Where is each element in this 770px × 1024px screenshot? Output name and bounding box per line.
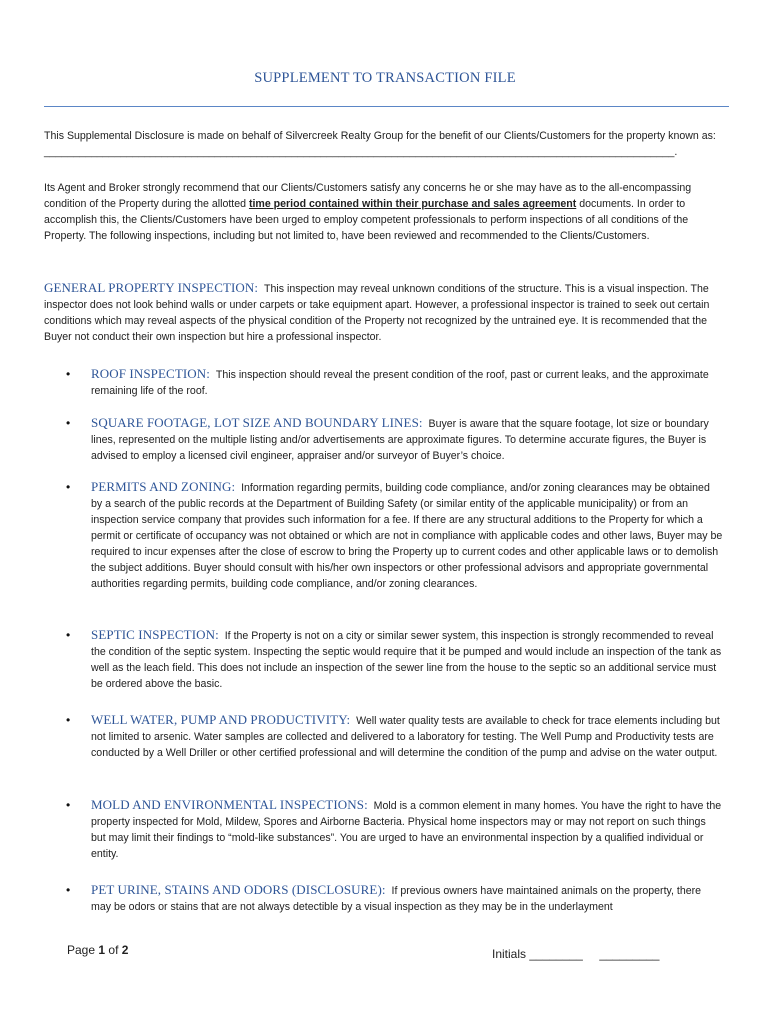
general-inspection-heading: GENERAL PROPERTY INSPECTION: — [44, 280, 259, 295]
bullet-icon: • — [66, 367, 71, 381]
section-body — [91, 712, 723, 761]
bullet-icon: • — [66, 628, 71, 642]
recommendation-text-after: documents. In order to accomplish this, the Clients/Customers have been urged to employ competent professionals to perform inspections of all conditions of the Property. The following inspections, including but not limited to, have been reviewed and recommended to the Clients/Customers. — [44, 198, 689, 242]
initials-line: Initials ________ _________ — [492, 947, 660, 961]
section-heading: ROOF INSPECTION: — [91, 366, 210, 381]
page-number — [67, 943, 128, 957]
section-text: If the Property is not on a city or similar sewer system, this inspection is strongly recommended to reveal the condition of the septic system. Inspecting the septic would require that it be pumped and would include an inspection of the tank as well as the leach field. This does not include an inspection of the sewer line from the house to the septic so an additional service must be ordered above the basic. — [91, 630, 722, 690]
bullet-icon: • — [66, 480, 71, 494]
section-heading: SEPTIC INSPECTION: — [91, 627, 219, 642]
current-page: 1 — [98, 943, 106, 957]
section-heading: PET URINE, STAINS AND ODORS (DISCLOSURE): — [91, 882, 386, 897]
section-heading: MOLD AND ENVIRONMENTAL INSPECTIONS: — [91, 797, 368, 812]
intro-text: This Supplemental Disclosure is made on behalf of Silvercreek Realty Group for the benefit of our Clients/Customers for the property known as: — [44, 130, 716, 142]
section-text: Information regarding permits, building code compliance, and/or zoning clearances may be obtained by a search of the public records at the Department of Building Safety (or similar entity of the applicable municipality) or from an inspection service company that provides such information for a fee. If there are any structural additions to the Property for which a permit or certificate of occupancy was not obtained or which are not in compliance with applicable codes and other laws, Buyer may be required to incur expenses after the close of escrow to bring the Property up to current codes and other applicable laws or to demolish the subject additions. Buyer should consult with his/her own inspectors or other professional advisors and appropriate governmental authorities regarding permits, building code compliance, and/or zoning clearances. — [91, 482, 723, 590]
section-text: Mold is a common element in many homes. You have the right to have the property inspected for Mold, Mildew, Spores and Airborne Bacteria. Physical home inspectors may or may not report on such things but may limit their findings to “mold-like substances”. You are urged to have an environmental inspection by a qualified individual or entity. — [91, 800, 722, 860]
document-title: SUPPLEMENT TO TRANSACTION FILE — [254, 70, 516, 86]
intro-paragraph — [44, 128, 730, 160]
section-text: Buyer is aware that the square footage, lot size or boundary lines, represented on the multiple listing and/or advertisements are approximate figures. To determine accurate figures, the Buyer is advised to employ a licensed civil engineer, appraiser and/or surveyor of Buyer’s choice. — [91, 418, 709, 462]
section-text: This inspection should reveal the present condition of the roof, past or current leaks, and the approximate remaining life of the roof. — [91, 369, 709, 397]
recommendation-paragraph — [44, 180, 730, 244]
section-heading: PERMITS AND ZONING: — [91, 479, 236, 494]
property-address-blank: ___________________________________________________________________________________________________________. — [44, 146, 678, 158]
section-body — [91, 415, 723, 464]
section-heading: SQUARE FOOTAGE, LOT SIZE AND BOUNDARY LINES: — [91, 415, 423, 430]
total-pages: 2 — [121, 943, 129, 957]
general-inspection-paragraph — [44, 280, 730, 345]
title-divider — [44, 106, 729, 107]
section-text: If previous owners have maintained animals on the property, there may be odors or stains that are not always detectible by a visual inspection as they may be in the underlayment — [91, 885, 702, 913]
section-heading: WELL WATER, PUMP AND PRODUCTIVITY: — [91, 712, 351, 727]
section-body — [91, 882, 723, 915]
section-text: Well water quality tests are available to check for trace elements including but not limited to arsenic. Water samples are collected and delivered to a laboratory for testing. The Well Pump and Productivity tests are conducted by a Well Driller or other certified professional and will determine the condition of the pump and advise on the water output. — [91, 715, 720, 759]
section-body — [91, 366, 723, 399]
bullet-icon: • — [66, 883, 71, 897]
general-inspection-text: This inspection may reveal unknown conditions of the structure. This is a visual inspection. The inspector does not look behind walls or under carpets or take equipment apart. However, a professional inspector is trained to seek out certain conditions which may reveal aspects of the physical condition of the Property not recognized by the untrained eye. It is recommended that the Buyer not conduct their own inspection but hire a professional inspector. — [44, 283, 710, 343]
recommendation-emphasis: time period contained within their purchase and sales agreement — [248, 198, 577, 210]
bullet-icon: • — [66, 416, 71, 430]
section-body — [91, 627, 723, 692]
page-label: Page — [67, 943, 96, 957]
of-label: of — [108, 943, 119, 957]
bullet-icon: • — [66, 713, 71, 727]
recommendation-text-before: Its Agent and Broker strongly recommend that our Clients/Customers satisfy any concerns he or she may have as to the all-encompassing condition of the Property during the allotted — [44, 182, 692, 210]
bullet-icon: • — [66, 798, 71, 812]
section-body — [91, 479, 723, 592]
section-body — [91, 797, 723, 862]
